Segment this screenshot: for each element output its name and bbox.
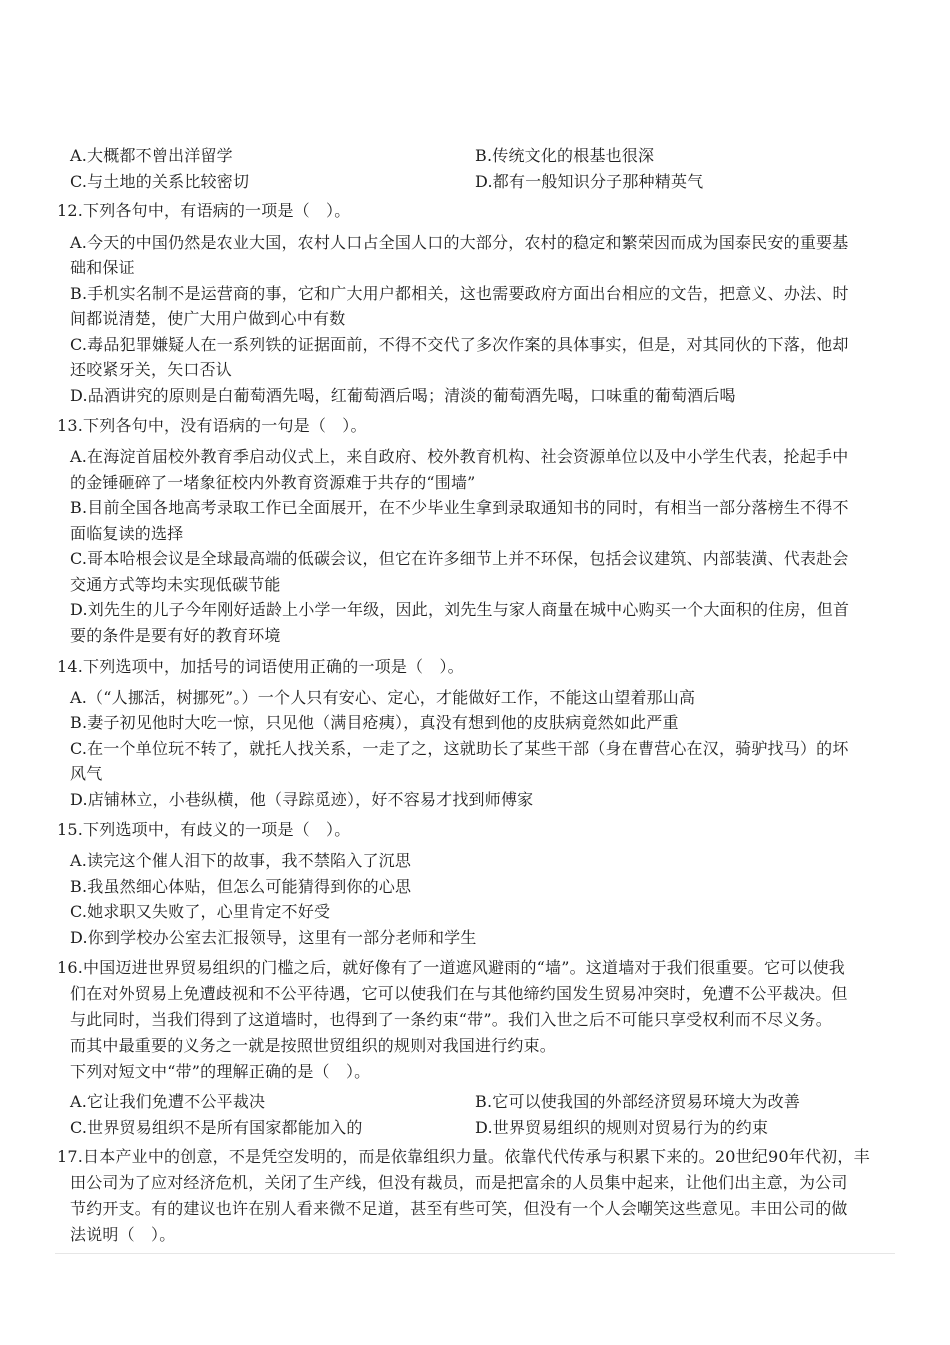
q13-option-b-line2: 面临复读的选择 xyxy=(70,524,184,543)
q13-option-c-line1: C.哥本哈根会议是全球最高端的低碳会议，但它在许多细节上并不环保，包括会议建筑、内部装潢、代表赴会 xyxy=(70,549,849,568)
q16-stem-line4: 而其中最重要的义务之一就是按照世贸组织的规则对我国进行约束。 xyxy=(70,1036,557,1055)
q12-stem: 12.下列各句中，有语病的一项是（ ）。 xyxy=(57,201,351,220)
q15-option-c: C.她求职又失败了，心里肯定不好受 xyxy=(70,902,331,921)
q12-option-c-line2: 还咬紧牙关，矢口否认 xyxy=(70,360,233,379)
q14-option-c-line2: 风气 xyxy=(70,764,103,783)
q16-option-c: C.世界贸易组织不是所有国家都能加入的 xyxy=(70,1118,363,1137)
q13-option-d-line1: D.刘先生的儿子今年刚好适龄上小学一年级，因此，刘先生与家人商量在城中心购买一个大面积的住房，但首 xyxy=(70,600,850,619)
q11-option-b: B.传统文化的根基也很深 xyxy=(475,146,655,165)
q16-stem-line2: 们在对外贸易上免遭歧视和不公平待遇，它可以使我们在与其他缔约国发生贸易冲突时，免遭不公平裁决。但 xyxy=(70,984,848,1003)
q12-option-a-line2: 础和保证 xyxy=(70,258,135,277)
q13-option-c-line2: 交通方式等均未实现低碳节能 xyxy=(70,575,281,594)
q11-option-c: C.与土地的关系比较密切 xyxy=(70,172,250,191)
q12-option-a-line1: A.今天的中国仍然是农业大国，农村人口占全国人口的大部分，农村的稳定和繁荣因而成为国泰民安的重要基 xyxy=(70,233,849,252)
q15-option-d: D.你到学校办公室去汇报领导，这里有一部分老师和学生 xyxy=(70,928,477,947)
page-bottom-divider xyxy=(55,1253,895,1254)
q13-option-b-line1: B.目前全国各地高考录取工作已全面展开，在不少毕业生拿到录取通知书的同时，有相当一部分落榜生不得不 xyxy=(70,498,849,517)
q15-stem: 15.下列选项中，有歧义的一项是（ ）。 xyxy=(57,820,351,839)
q16-stem-line3: 与此同时，当我们得到了这道墙时，也得到了一条约束“带”。我们入世之后不可能只享受权利而不尽义务。 xyxy=(70,1010,832,1029)
q14-option-a: A.（“人挪活，树挪死”。）一个人只有安心、定心，才能做好工作，不能这山望着那山高 xyxy=(70,688,696,707)
q17-stem-line3: 节约开支。有的建议也许在别人看来微不足道，甚至有些可笑，但没有一个人会嘲笑这些意见。丰田公司的做 xyxy=(70,1199,848,1218)
q11-option-a: A.大概都不曾出洋留学 xyxy=(70,146,233,165)
q13-stem: 13.下列各句中，没有语病的一句是（ ）。 xyxy=(57,416,367,435)
q12-option-c-line1: C.毒品犯罪嫌疑人在一系列铁的证据面前，不得不交代了多次作案的具体事实，但是，对其同伙的下落，他却 xyxy=(70,335,849,354)
q17-stem-line1: 17.日本产业中的创意，不是凭空发明的，而是依靠组织力量。依靠代代传承与积累下来的。20世纪90年代初，丰 xyxy=(57,1147,870,1166)
q12-option-b-line1: B.手机实名制不是运营商的事，它和广大用户都相关，这也需要政府方面出台相应的文告，把意义、办法、时 xyxy=(70,284,849,303)
q13-option-d-line2: 要的条件是要有好的教育环境 xyxy=(70,626,281,645)
q16-option-a: A.它让我们免遭不公平裁决 xyxy=(70,1092,266,1111)
q17-stem-line4: 法说明（ ）。 xyxy=(70,1225,176,1244)
q13-option-a-line1: A.在海淀首届校外教育季启动仪式上，来自政府、校外教育机构、社会资源单位以及中小学生代表，抡起手中 xyxy=(70,447,849,466)
q16-stem-line1: 16.中国迈进世界贸易组织的门槛之后，就好像有了一道遮风避雨的“墙”。这道墙对于我们很重要。它可以使我 xyxy=(57,958,846,977)
q16-option-d: D.世界贸易组织的规则对贸易行为的约束 xyxy=(475,1118,769,1137)
q12-option-d: D.品酒讲究的原则是白葡萄酒先喝，红葡萄酒后喝；清淡的葡萄酒先喝，口味重的葡萄酒后喝 xyxy=(70,386,736,405)
q14-option-d: D.店铺林立，小巷纵横，他（寻踪觅迹），好不容易才找到师傅家 xyxy=(70,790,534,809)
q11-option-d: D.都有一般知识分子那种精英气 xyxy=(475,172,704,191)
q17-stem-line2: 田公司为了应对经济危机，关闭了生产线，但没有裁员，而是把富余的人员集中起来，让他们出主意，为公司 xyxy=(70,1173,848,1192)
q16-option-b: B.它可以使我国的外部经济贸易环境大为改善 xyxy=(475,1092,801,1111)
q16-prompt: 下列对短文中“带”的理解正确的是（ ）。 xyxy=(70,1062,371,1081)
q14-option-b: B.妻子初见他时大吃一惊，只见他（满目疮痍），真没有想到他的皮肤病竟然如此严重 xyxy=(70,713,679,732)
q14-stem: 14.下列选项中，加括号的词语使用正确的一项是（ ）。 xyxy=(57,657,464,676)
q15-option-a: A.读完这个催人泪下的故事，我不禁陷入了沉思 xyxy=(70,851,412,870)
q13-option-a-line2: 的金锤砸碎了一堵象征校内外教育资源难于共存的“围墙” xyxy=(70,473,476,492)
q12-option-b-line2: 间都说清楚，使广大用户做到心中有数 xyxy=(70,309,346,328)
q14-option-c-line1: C.在一个单位玩不转了，就托人找关系，一走了之，这就助长了某些干部（身在曹营心在汉，骑驴找马）的坏 xyxy=(70,739,849,758)
q15-option-b: B.我虽然细心体贴，但怎么可能猜得到你的心思 xyxy=(70,877,412,896)
